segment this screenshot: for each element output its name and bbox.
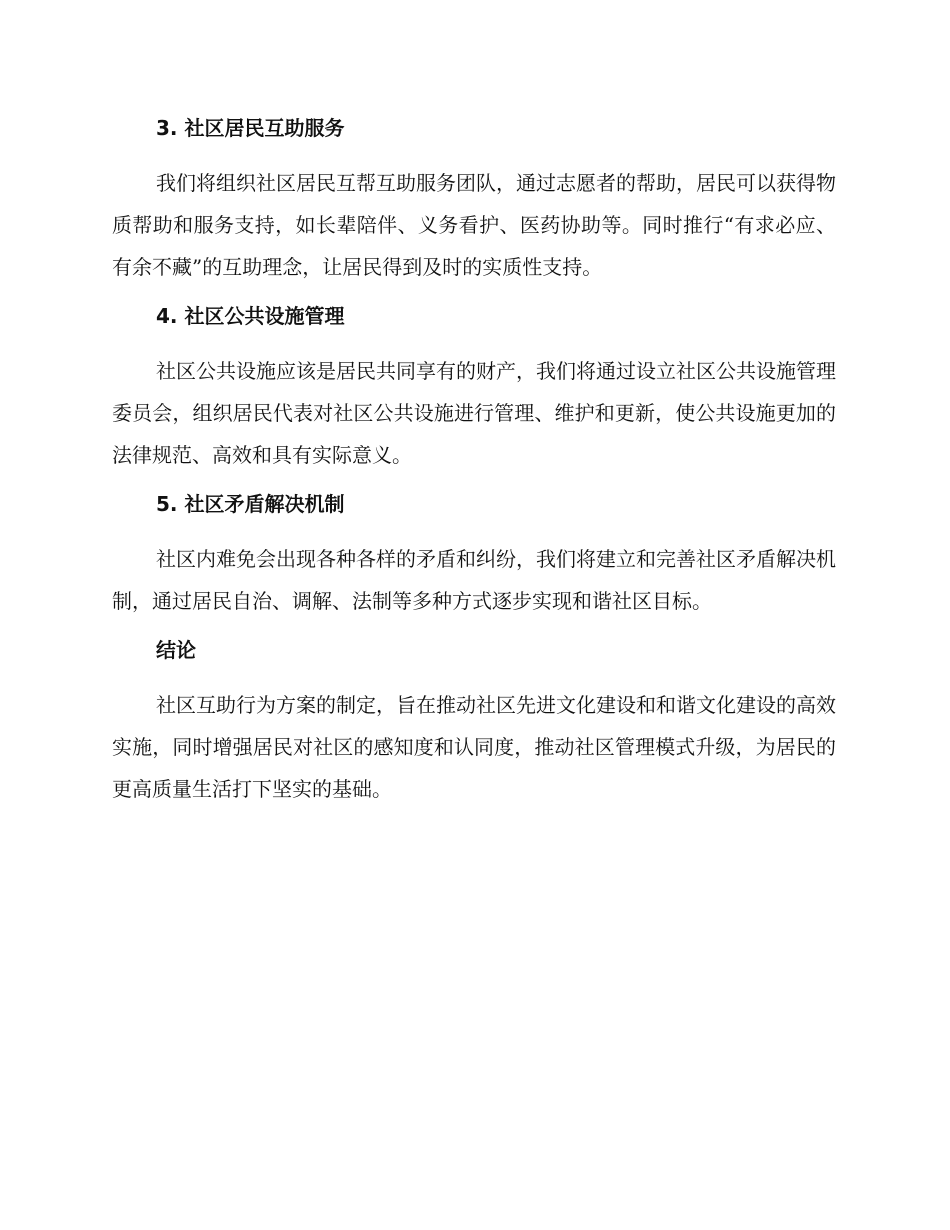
section-body-conflict-resolution: 社区内难免会出现各种各样的矛盾和纠纷，我们将建立和完善社区矛盾解决机制，通过居民自治、调解、法制等多种方式逐步实现和谐社区目标。 bbox=[112, 547, 836, 613]
document-page bbox=[112, 110, 836, 810]
section-heading-conclusion: 结论 bbox=[156, 638, 196, 662]
section-body-conclusion: 社区互助行为方案的制定，旨在推动社区先进文化建设和和谐文化建设的高效实施，同时增强居民对社区的感知度和认同度，推动社区管理模式升级，为居民的更高质量生活打下坚实的基础。 bbox=[112, 693, 836, 801]
section-body-public-facilities: 社区公共设施应该是居民共同享有的财产，我们将通过设立社区公共设施管理委员会，组织居民代表对社区公共设施进行管理、维护和更新，使公共设施更加的法律规范、高效和具有实际意义。 bbox=[112, 359, 836, 467]
section-heading-conflict-resolution: 5. 社区矛盾解决机制 bbox=[156, 492, 345, 516]
section-heading-mutual-aid: 3. 社区居民互助服务 bbox=[156, 116, 345, 140]
section-heading-public-facilities: 4. 社区公共设施管理 bbox=[156, 304, 345, 328]
section-body-mutual-aid: 我们将组织社区居民互帮互助服务团队，通过志愿者的帮助，居民可以获得物质帮助和服务支持，如长辈陪伴、义务看护、医药协助等。同时推行“有求必应、有余不藏”的互助理念，让居民得到及时的实质性支持。 bbox=[112, 171, 836, 279]
